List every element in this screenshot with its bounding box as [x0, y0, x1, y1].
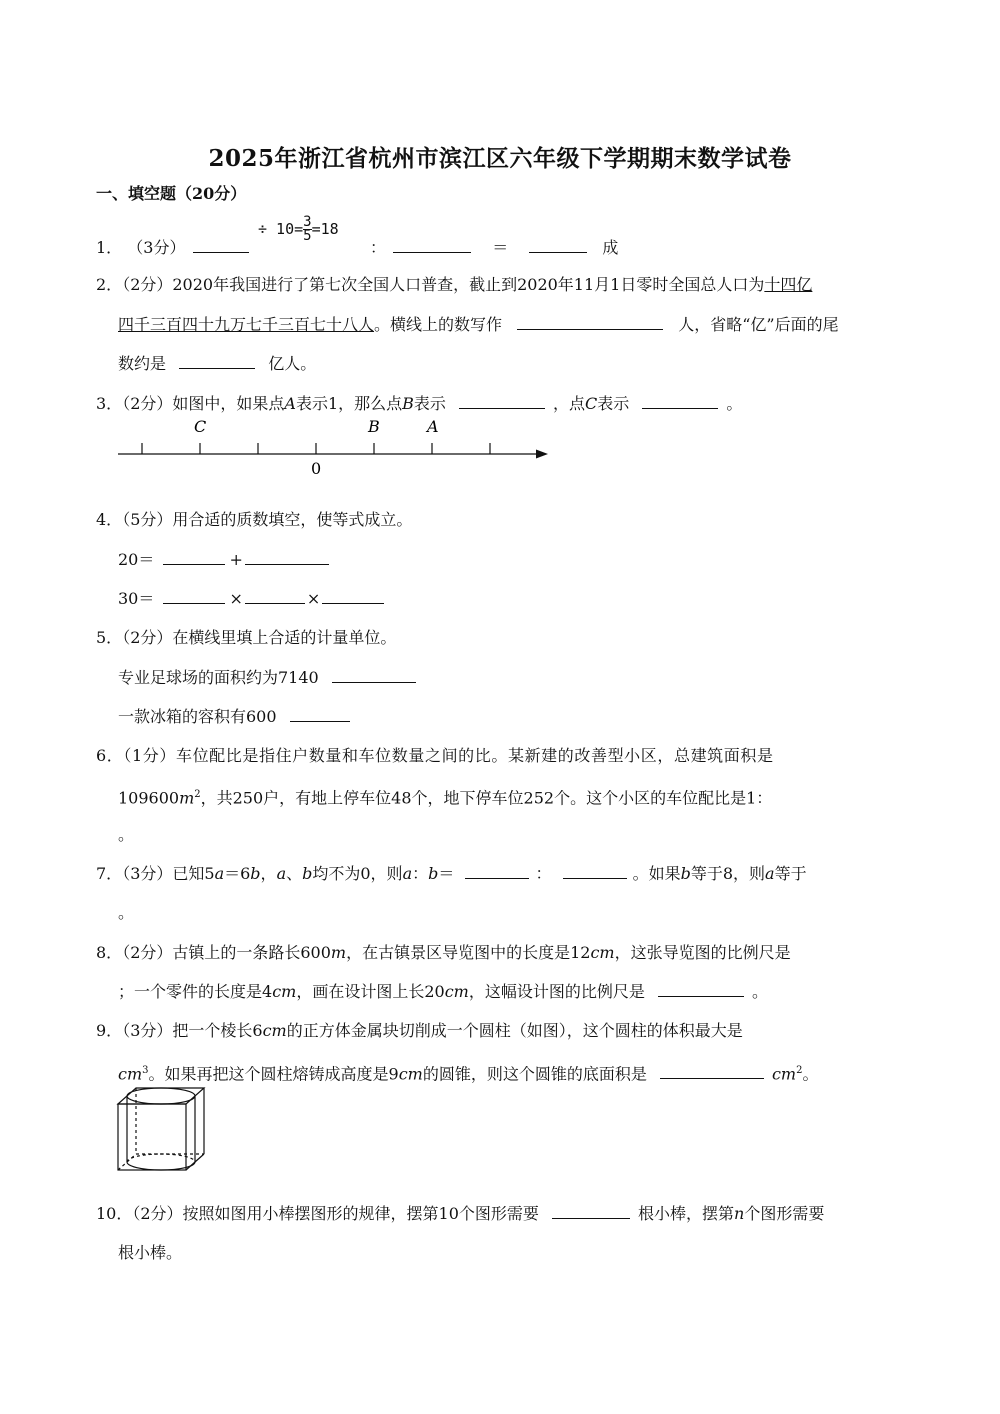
question-text: 。如果	[632, 864, 681, 883]
answer-blank[interactable]	[193, 238, 249, 253]
answer-blank[interactable]	[642, 394, 718, 409]
fraction-numerator: 3	[303, 214, 312, 230]
question-text: 。横线上的数写作	[374, 315, 503, 334]
answer-blank[interactable]	[332, 668, 416, 683]
unit: cm	[272, 982, 297, 1001]
unit: cm	[118, 1064, 143, 1084]
variable: n	[734, 1204, 745, 1223]
cube-cylinder-figure	[112, 1084, 212, 1176]
variable: b	[680, 864, 691, 883]
answer-blank[interactable]	[658, 982, 744, 997]
label-a: A	[427, 417, 439, 436]
answer-blank[interactable]	[245, 589, 305, 604]
answer-blank[interactable]	[245, 550, 329, 565]
equals-sign: ＝	[492, 238, 509, 257]
question-text: ＝	[438, 864, 455, 883]
question-5	[96, 628, 396, 648]
question-text: 表示1，那么点	[295, 394, 403, 413]
question-number: 4．	[96, 510, 123, 529]
question-text: ，点	[553, 394, 586, 413]
variable: a	[402, 864, 413, 883]
question-text: ：	[412, 864, 429, 883]
underlined-number: 十四亿	[764, 275, 813, 294]
question-number: 6．	[96, 746, 124, 765]
fraction-denominator: 5	[303, 228, 312, 244]
question-text: 的圆锥，则这个圆锥的底面积是	[422, 1064, 647, 1084]
question-text: 均不为0，则	[312, 864, 403, 883]
variable: a	[765, 864, 775, 883]
label-b: B	[368, 417, 380, 436]
answer-blank[interactable]	[563, 864, 627, 879]
question-text: （1分）车位配比是指住户数量和车位数量之间的比。某新建的改善型小区，总建筑面积是	[123, 746, 774, 765]
question-text: ，	[260, 864, 277, 883]
equation-text: 30＝	[118, 589, 155, 608]
variable: b	[302, 864, 313, 883]
superscript: 2	[796, 1065, 803, 1076]
point-label: C	[585, 394, 598, 413]
answer-blank[interactable]	[179, 354, 255, 369]
times-sign: ×	[306, 589, 321, 608]
question-text: 人，省略“亿”后面的尾	[678, 315, 839, 334]
question-text: 等于8，则	[690, 864, 766, 883]
question-text: 一款冰箱的容积有600	[118, 707, 277, 726]
question-text: 。	[726, 394, 743, 413]
equals-text: =18	[311, 220, 339, 238]
question-text: 表示	[413, 394, 446, 413]
question-score: （3分）	[127, 238, 186, 257]
question-text: （2分）在横线里填上合适的计量单位。	[122, 628, 397, 647]
tick-marks	[142, 443, 490, 454]
cheng-text: 成	[602, 238, 619, 257]
question-7	[96, 864, 807, 884]
question-text: （2分）如图中，如果点	[122, 394, 285, 413]
answer-blank[interactable]	[552, 1204, 630, 1219]
question-text: ，这张导览图的比例尺是	[614, 943, 791, 962]
point-label: A	[284, 394, 296, 413]
question-text: ，这幅设计图的比例尺是	[468, 982, 645, 1001]
question-9-line2	[118, 1061, 818, 1084]
question-text: 。	[118, 825, 135, 844]
question-2-line3	[118, 354, 316, 374]
question-text: 个图形需要	[744, 1204, 825, 1223]
answer-blank[interactable]	[517, 315, 663, 330]
question-number: 1．	[96, 238, 123, 257]
label-c: C	[194, 417, 207, 436]
question-number: 8．	[96, 943, 123, 962]
q4-equation-1	[118, 550, 331, 570]
question-text: 、	[286, 864, 303, 883]
answer-blank[interactable]	[459, 394, 545, 409]
q1-expression	[258, 216, 339, 243]
point-label: B	[402, 394, 414, 413]
plus-sign: +	[229, 550, 243, 569]
question-text: （2分）按照如图用小棒摆图形的规律，摆第10个图形需要	[132, 1204, 539, 1223]
arrow-icon	[536, 450, 548, 459]
q5-item-b	[118, 707, 352, 727]
equation-text: 20＝	[118, 550, 155, 569]
divide-text: ÷ 10=	[258, 220, 304, 238]
question-text: 亿人。	[268, 354, 317, 373]
page-title: 2025年浙江省杭州市滨江区六年级下学期期末数学试卷	[208, 145, 792, 172]
question-text: 等于	[774, 864, 807, 883]
question-9	[96, 1021, 743, 1041]
question-number: 7．	[96, 864, 123, 883]
question-text: 。	[118, 903, 135, 922]
unit: cm	[590, 943, 615, 962]
question-6	[96, 746, 774, 766]
question-1	[96, 238, 251, 258]
question-text: （3分）把一个棱长6	[122, 1021, 263, 1040]
answer-blank[interactable]	[465, 864, 529, 879]
question-2	[96, 275, 812, 295]
question-8	[96, 943, 791, 963]
answer-blank[interactable]	[529, 238, 587, 253]
question-number: 9．	[96, 1021, 123, 1040]
times-sign: ×	[229, 589, 243, 608]
answer-blank[interactable]	[163, 589, 225, 604]
question-text: ，共250户，有地上停车位48个，地下停车位252个。这个小区的车位配比是1：	[200, 788, 773, 808]
variable: b	[428, 864, 439, 883]
question-6-line3	[118, 825, 134, 845]
answer-blank[interactable]	[393, 238, 471, 253]
question-2-line2	[118, 315, 839, 335]
label-zero: 0	[311, 459, 322, 478]
question-text: ＝6	[224, 864, 251, 883]
answer-blank[interactable]	[290, 707, 350, 722]
question-text: 。如果再把这个圆柱熔铸成高度是9	[148, 1064, 399, 1084]
question-6-line2	[118, 785, 772, 808]
question-10	[96, 1204, 824, 1224]
q4-equation-2	[118, 589, 386, 609]
unit: cm	[398, 1064, 423, 1084]
question-text: ，画在设计图上长20	[296, 982, 445, 1001]
variable: a	[276, 864, 287, 883]
question-text: （3分）已知5	[122, 864, 215, 883]
unit: cm	[771, 1064, 797, 1084]
unit: m	[179, 788, 195, 808]
question-text: 。	[751, 982, 768, 1001]
fraction	[303, 216, 311, 243]
question-text: 。	[802, 1064, 819, 1084]
question-text: ，在古镇景区导览图中的长度是12	[346, 943, 591, 962]
question-text: 根小棒。	[118, 1243, 183, 1262]
question-4	[96, 510, 412, 530]
colon: ：	[370, 238, 387, 257]
question-text: 的正方体金属块切削成一个圆柱（如图），这个圆柱的体积最大是	[286, 1021, 743, 1040]
underlined-number: 四千三百四十九万七千三百七十八人	[118, 315, 375, 334]
question-text: 表示	[597, 394, 630, 413]
unit: cm	[444, 982, 469, 1001]
question-number: 10．	[96, 1204, 133, 1223]
answer-blank[interactable]	[163, 550, 225, 565]
question-text: 根小棒，摆第	[638, 1204, 735, 1223]
question-text: （2分）古镇上的一条路长600	[122, 943, 331, 962]
question-text: （2分）2020年我国进行了第七次全国人口普查，截止到2020年11月1日零时全国总人口为	[122, 275, 765, 294]
colon: ：	[535, 864, 552, 883]
question-text: 数约是	[118, 354, 167, 373]
q1-rest	[370, 238, 618, 258]
question-text: 专业足球场的面积约为7140	[118, 668, 319, 687]
question-text: （5分）用合适的质数填空，使等式成立。	[122, 510, 413, 529]
question-10-line2	[118, 1243, 182, 1263]
question-text: 109600	[118, 788, 180, 808]
variable: b	[250, 864, 261, 883]
answer-blank[interactable]	[660, 1064, 764, 1079]
question-text: ；一个零件的长度是4	[118, 982, 273, 1001]
question-number: 3．	[96, 394, 123, 413]
superscript: 2	[194, 789, 201, 800]
unit: m	[330, 943, 347, 962]
q5-item-a	[118, 668, 418, 688]
variable: a	[214, 864, 225, 883]
answer-blank[interactable]	[322, 589, 384, 604]
question-number: 5．	[96, 628, 123, 647]
section-heading: 一、填空题（20分）	[96, 184, 247, 203]
question-7-line2	[118, 903, 134, 923]
superscript: 3	[142, 1065, 149, 1076]
question-8-line2	[118, 982, 768, 1002]
unit: cm	[262, 1021, 287, 1040]
question-number: 2．	[96, 275, 123, 294]
number-line	[110, 410, 560, 480]
